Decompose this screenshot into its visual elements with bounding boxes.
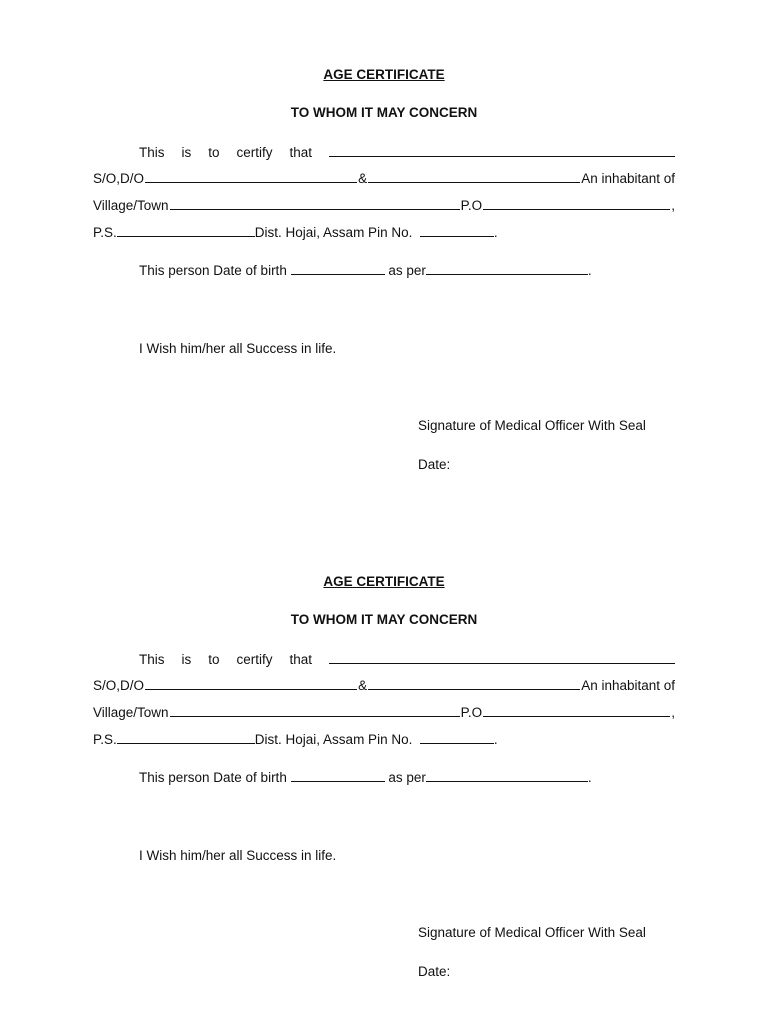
comma: , <box>671 198 675 213</box>
parent-name-blank[interactable] <box>145 170 357 183</box>
inhabitant-label: An inhabitant of <box>581 171 676 186</box>
district-label: Dist. Hojai, Assam Pin No. <box>254 225 413 240</box>
certify-word: This <box>139 145 165 160</box>
certify-word: This <box>139 652 165 667</box>
as-per-label: as per <box>388 770 426 785</box>
po-label: P.O <box>460 705 483 720</box>
certify-word: to <box>208 145 220 160</box>
village-blank[interactable] <box>170 704 460 717</box>
certify-line <box>139 651 675 669</box>
certify-word: that <box>289 652 313 667</box>
certificate-title-text: AGE CERTIFICATE <box>323 67 445 82</box>
village-line <box>93 704 675 722</box>
certify-word: is <box>181 145 192 160</box>
wish-line: I Wish him/her all Success in life. <box>139 341 337 356</box>
certificate-subtitle: TO WHOM IT MAY CONCERN <box>290 105 478 120</box>
period: . <box>587 770 592 785</box>
certificate-title-text: AGE CERTIFICATE <box>323 574 445 589</box>
village-label: Village/Town <box>93 198 169 213</box>
certify-word: that <box>289 145 313 160</box>
parent-line <box>93 677 675 695</box>
dob-label: This person Date of birth <box>139 263 287 278</box>
certify-line <box>139 144 675 162</box>
parent-label: S/O,D/O <box>93 678 145 693</box>
second-parent-blank[interactable] <box>368 170 580 183</box>
certificate-subtitle: TO WHOM IT MAY CONCERN <box>290 612 478 627</box>
comma: , <box>671 705 675 720</box>
ps-line <box>93 731 675 749</box>
age-certificate-2 <box>0 507 768 979</box>
certify-word: is <box>181 652 192 667</box>
dob-blank[interactable] <box>291 769 385 782</box>
po-blank[interactable] <box>483 704 670 717</box>
certify-word: certify <box>236 652 273 667</box>
village-line <box>93 197 675 215</box>
ps-line <box>93 224 675 242</box>
parent-name-blank[interactable] <box>145 677 357 690</box>
period: . <box>493 225 498 240</box>
as-per-blank[interactable] <box>426 769 588 782</box>
certify-word: to <box>208 652 220 667</box>
dob-line <box>139 769 675 787</box>
pin-blank[interactable] <box>420 731 494 744</box>
ps-label: P.S. <box>93 225 117 240</box>
name-blank[interactable] <box>329 144 675 157</box>
ampersand-label: & <box>358 171 368 186</box>
ampersand-label: & <box>358 678 368 693</box>
ps-blank[interactable] <box>117 224 255 237</box>
po-blank[interactable] <box>483 197 670 210</box>
ps-blank[interactable] <box>117 731 255 744</box>
signature-label: Signature of Medical Officer With Seal <box>418 418 646 433</box>
dob-blank[interactable] <box>291 262 385 275</box>
parent-label: S/O,D/O <box>93 171 145 186</box>
signature-label: Signature of Medical Officer With Seal <box>418 925 646 940</box>
dob-label: This person Date of birth <box>139 770 287 785</box>
parent-line <box>93 170 675 188</box>
village-label: Village/Town <box>93 705 169 720</box>
dob-line <box>139 262 675 280</box>
wish-line: I Wish him/her all Success in life. <box>139 848 337 863</box>
po-label: P.O <box>460 198 483 213</box>
date-label: Date: <box>418 457 451 472</box>
date-label: Date: <box>418 964 451 979</box>
pin-blank[interactable] <box>420 224 494 237</box>
district-label: Dist. Hojai, Assam Pin No. <box>254 732 413 747</box>
certificate-title <box>0 573 768 591</box>
certify-word: certify <box>236 145 273 160</box>
name-blank[interactable] <box>329 651 675 664</box>
as-per-label: as per <box>388 263 426 278</box>
ps-label: P.S. <box>93 732 117 747</box>
as-per-blank[interactable] <box>426 262 588 275</box>
age-certificate-1 <box>0 0 768 472</box>
certificate-title <box>0 66 768 84</box>
second-parent-blank[interactable] <box>368 677 580 690</box>
village-blank[interactable] <box>170 197 460 210</box>
period: . <box>587 263 592 278</box>
period: . <box>493 732 498 747</box>
inhabitant-label: An inhabitant of <box>581 678 676 693</box>
